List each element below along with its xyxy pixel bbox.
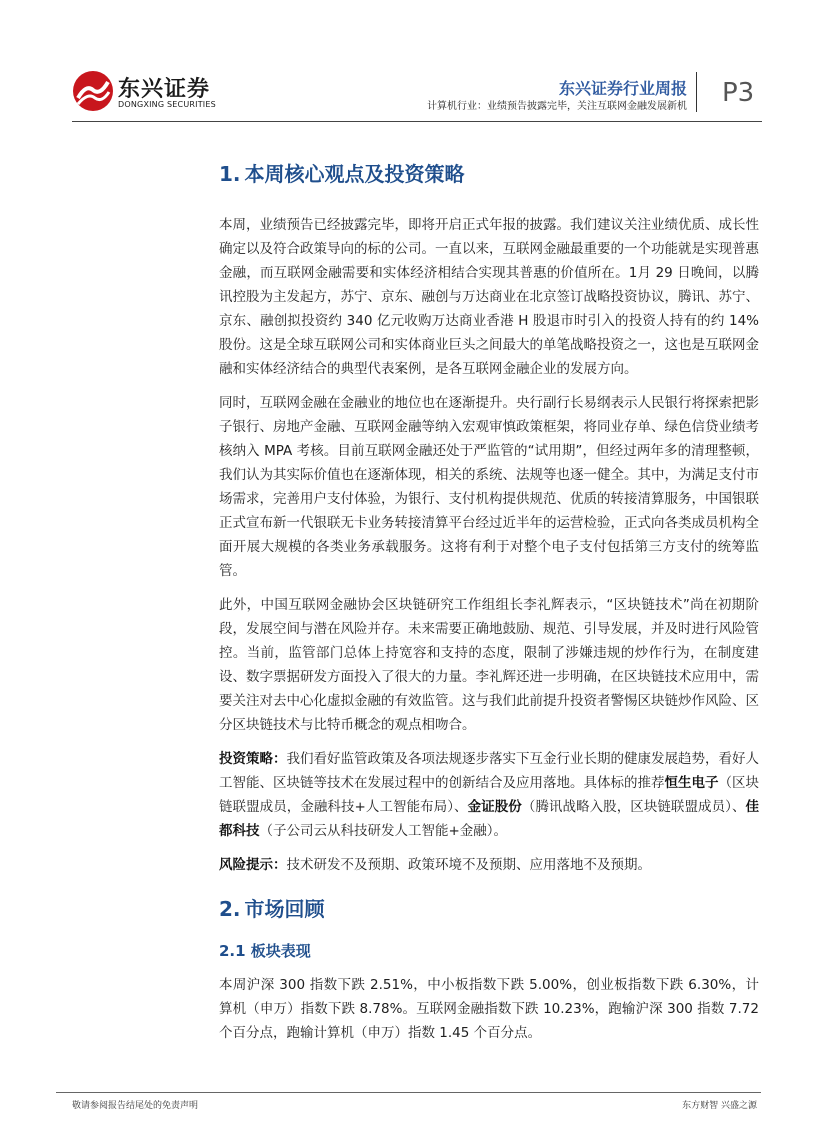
section-2-number: 2. [219, 897, 241, 921]
footer-rule [56, 1092, 761, 1093]
stock-pci: 佳都科技 [219, 799, 760, 839]
paragraph-earnings: 本周，业绩预告已经披露完毕，即将开启正式年报的披露。我们建议关注业绩优质、成长性确定以及符合政策导向的标的公司。一直以来，互联网金融最重要的一个功能就是实现普惠金融，而互联网金融需要和实体经济相结合实现其普惠的价值所在。1月 29 日晚间，以腾讯控股为主发起方，苏宁、京东、融创与万达商业在北京签订战略投资协议，腾讯、苏宁、京东、融创拟投资约 340 亿元收购万达商业香港 H 股退市时引入的投资人持有的约 14%股份。这是全球互联网公司和实体商业巨头之间最大的单笔战略投资之一，这也是互联网金融和实体经济结合的典型代表案例，是各互联网金融企业的发展方向。 [219, 217, 759, 377]
stock-hundsun-note: （区块链联盟成员，金融科技+人工智能布局）、 [219, 775, 759, 815]
risk-text: 技术研发不及预期、政策环境不及预期、应用落地不及预期。 [286, 857, 651, 873]
header-rule [72, 121, 762, 122]
section-1-number: 1. [219, 162, 241, 186]
logo-brand-en: DONGXING SECURITIES [118, 100, 216, 109]
page-header [0, 0, 827, 122]
section-1-title: 本周核心观点及投资策略 [244, 162, 465, 186]
strategy-label: 投资策略： [219, 751, 287, 767]
paragraph-market: 本周沪深 300 指数下跌 2.51%，中小板指数下跌 5.00%，创业板指数下跌 6.30%，计算机（申万）指数下跌 8.78%。互联网金融指数下跌 10.23%，跑输沪深 300 指数 7.72 个百分点，跑输计算机（申万）指数 1.45 个百分点。 [219, 977, 759, 1041]
report-title: 东兴证券行业周报 [558, 79, 687, 98]
strategy-text: 我们看好监管政策及各项法规逐步落实下互金行业长期的健康发展趋势，看好人工智能、区块链等技术在发展过程中的创新结合及应用落地。具体标的推荐 [219, 751, 759, 791]
report-subtitle: 计算机行业：业绩预告披露完毕，关注互联网金融发展新机 [427, 101, 687, 112]
stock-pci-note: （子公司云从科技研发人工智能+金融）。 [259, 823, 508, 839]
report-body [219, 150, 759, 1055]
subsection-2-1-heading: 2.1 板块表现 [219, 942, 311, 960]
dongxing-logo-icon [72, 70, 114, 112]
risk-label: 风险提示： [219, 857, 287, 873]
section-1-heading [219, 158, 759, 187]
paragraph-strategy [219, 747, 759, 843]
logo-brand-cn: 东兴证券 [118, 77, 211, 102]
paragraph-risk [219, 853, 759, 877]
header-divider [696, 72, 697, 112]
section-2-heading [219, 893, 759, 922]
stock-kingdom: 金证股份 [467, 799, 522, 815]
page-number: P3 [722, 78, 755, 108]
section-2-title: 市场回顾 [244, 897, 325, 921]
stock-hundsun: 恒生电子 [664, 775, 719, 791]
paragraph-blockchain: 此外，中国互联网金融协会区块链研究工作组组长李礼辉表示，“区块链技术”尚在初期阶段，发展空间与潜在风险并存。未来需要正确地鼓励、规范、引导发展，并及时进行风险管控。当前，监管部门总体上持宽容和支持的态度，限制了涉嫌违规的炒作行为，在制度建设、数字票据研发方面投入了很大的力量。李礼辉还进一步明确，在区块链技术应用中，需要关注对去中心化虚拟金融的有效监管。这与我们此前提升投资者警惕区块链炒作风险、区分区块链技术与比特币概念的观点相吻合。 [219, 597, 759, 733]
paragraph-regulation: 同时，互联网金融在金融业的地位也在逐渐提升。央行副行长易纲表示人民银行将探索把影子银行、房地产金融、互联网金融等纳入宏观审慎政策框架，将同业存单、绿色信贷业绩考核纳入 MPA 考核。目前互联网金融还处于严监管的“试用期”，但经过两年多的清理整顿，我们认为其实际价值也在逐渐体现，相关的系统、法规等也逐一健全。其中，为满足支付市场需求，完善用户支付体验，为银行、支付机构提供规范、优质的转接清算服务，中国银联正式宣布新一代银联无卡业务转接清算平台经过近半年的运营检验，正式向各类成员机构全面开展大规模的各类业务承载服务。这将有利于对整个电子支付包括第三方支付的统筹监管。 [219, 395, 759, 579]
footer-slogan: 东方财智 兴盛之源 [682, 1101, 757, 1111]
footer-disclaimer: 敬请参阅报告结尾处的免责声明 [72, 1101, 199, 1111]
stock-kingdom-note: （腾讯战略入股，区块链联盟成员）、 [521, 799, 746, 815]
company-logo [72, 70, 232, 116]
